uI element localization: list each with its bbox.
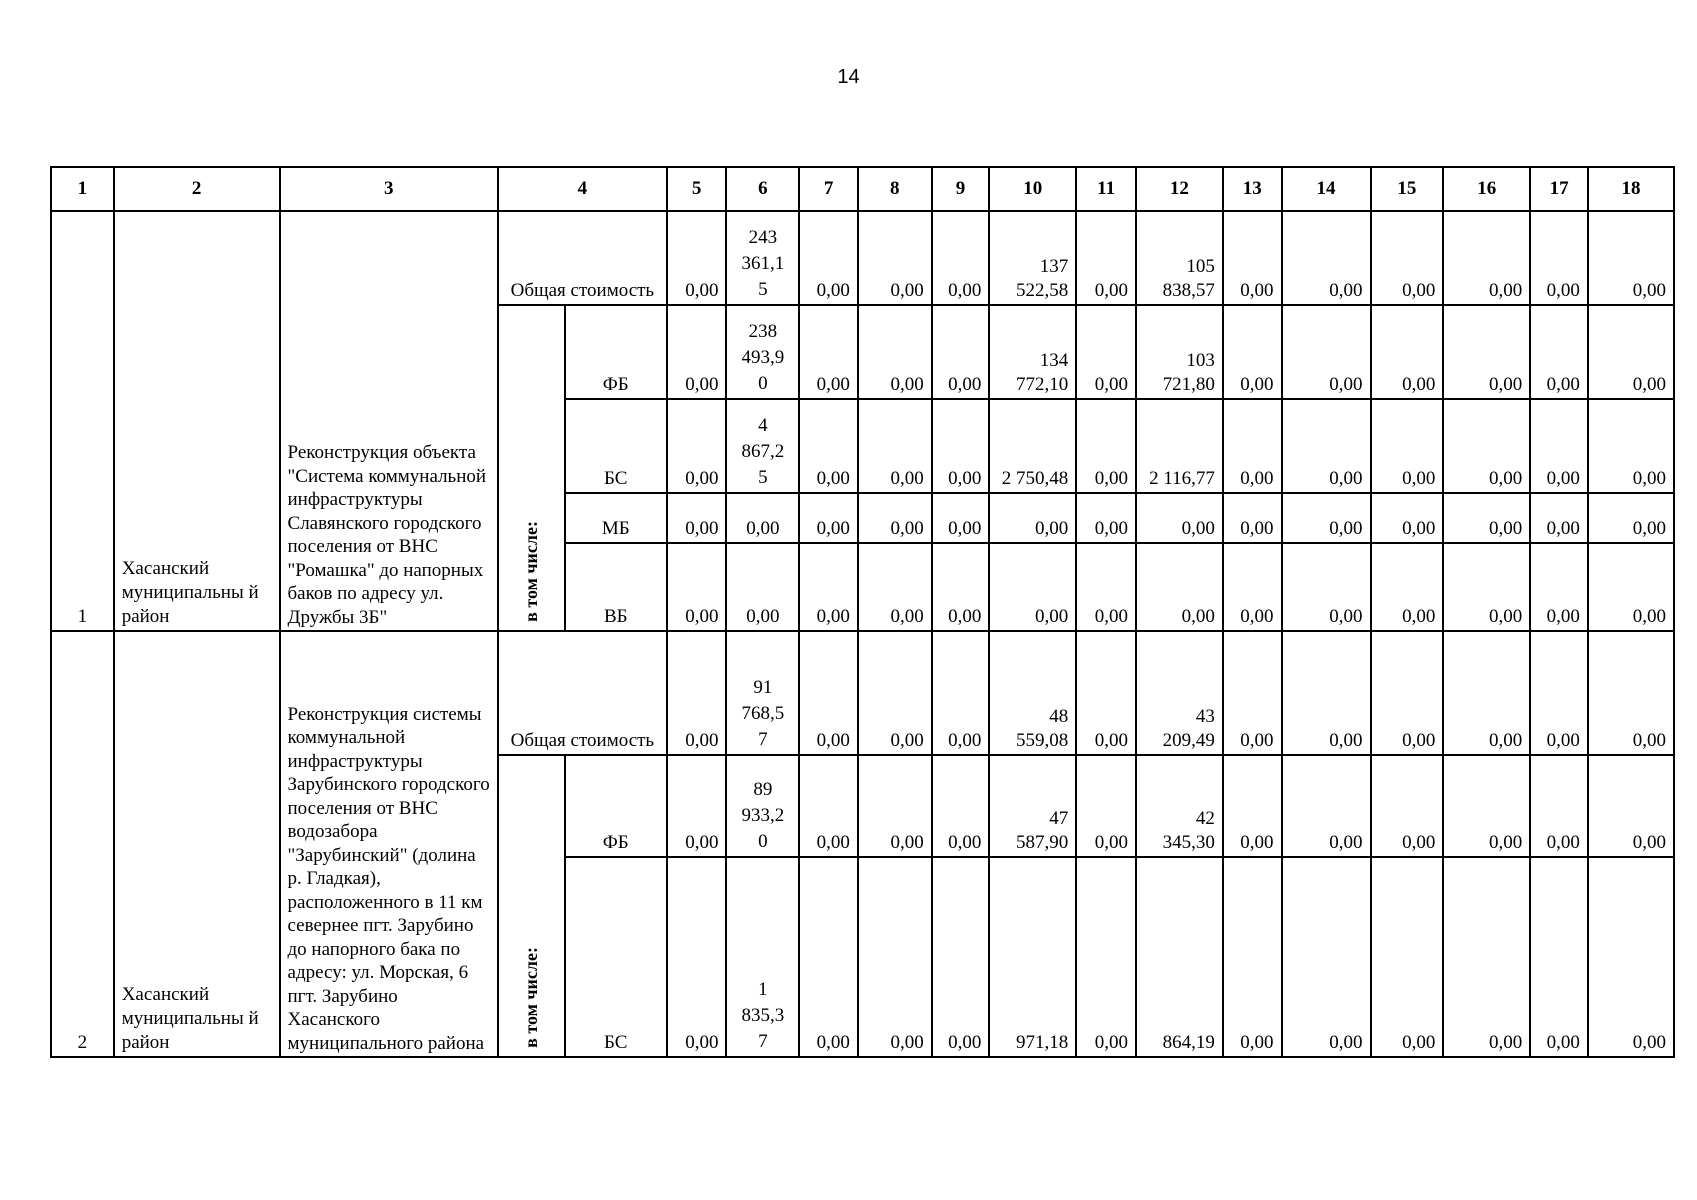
cell-col-17: 0,00 — [1530, 211, 1588, 305]
cell-col-6: 0,00 — [726, 543, 799, 631]
row-label: ФБ — [565, 755, 667, 857]
financing-table — [50, 166, 1675, 1058]
cell-col-14: 0,00 — [1282, 399, 1371, 493]
cell-col-11: 0,00 — [1076, 543, 1136, 631]
header-col-4: 4 — [498, 167, 667, 211]
project-index: 1 — [51, 211, 114, 631]
project-object: Реконструкция системы коммунальной инфраструктуры Зарубинского городского поселения от ВНС водозабора "Зарубинский" (долина р. Гладкая), расположенного в 11 км севернее пгт. Зарубино до напорного бака по адресу: ул. Морская, 6 пгт. Зарубино Хасанского муниципального района — [280, 631, 498, 1057]
cell-col-15: 0,00 — [1371, 631, 1444, 755]
row-label: БС — [565, 399, 667, 493]
cell-col-6: 0,00 — [726, 493, 799, 543]
including-label: в том числе: — [498, 755, 565, 1057]
cell-col-8: 0,00 — [858, 543, 932, 631]
cell-col-13: 0,00 — [1223, 857, 1282, 1057]
cell-col-17: 0,00 — [1530, 493, 1588, 543]
cell-col-11: 0,00 — [1076, 857, 1136, 1057]
table-row — [51, 631, 1674, 755]
header-col-7: 7 — [799, 167, 858, 211]
cell-col-5: 0,00 — [667, 755, 727, 857]
cell-col-9: 0,00 — [932, 399, 990, 493]
cell-col-7: 0,00 — [799, 211, 858, 305]
cell-col-5: 0,00 — [667, 305, 727, 399]
project-object: Реконструкция объекта "Система коммунальной инфраструктуры Славянского городского поселения от ВНС "Ромашка" до напорных баков по адресу ул. Дружбы 3Б" — [280, 211, 498, 631]
cell-col-8: 0,00 — [858, 399, 932, 493]
cell-col-16: 0,00 — [1443, 493, 1530, 543]
cell-col-12: 103 721,80 — [1136, 305, 1223, 399]
row-label: ВБ — [565, 543, 667, 631]
header-row — [51, 167, 1674, 211]
cell-col-10: 134 772,10 — [989, 305, 1076, 399]
cell-col-10: 0,00 — [989, 493, 1076, 543]
cell-col-18: 0,00 — [1588, 755, 1674, 857]
cell-col-18: 0,00 — [1588, 857, 1674, 1057]
cell-col-7: 0,00 — [799, 755, 858, 857]
cell-col-5: 0,00 — [667, 493, 727, 543]
cell-col-8: 0,00 — [858, 631, 932, 755]
cell-col-15: 0,00 — [1371, 857, 1444, 1057]
header-col-13: 13 — [1223, 167, 1282, 211]
cell-col-17: 0,00 — [1530, 631, 1588, 755]
cell-col-8: 0,00 — [858, 755, 932, 857]
cell-col-13: 0,00 — [1223, 493, 1282, 543]
cell-col-11: 0,00 — [1076, 399, 1136, 493]
cell-col-17: 0,00 — [1530, 305, 1588, 399]
cell-col-8: 0,00 — [858, 857, 932, 1057]
cell-col-9: 0,00 — [932, 493, 990, 543]
cell-col-5: 0,00 — [667, 631, 727, 755]
cell-col-10: 2 750,48 — [989, 399, 1076, 493]
cell-col-10: 0,00 — [989, 543, 1076, 631]
cell-col-8: 0,00 — [858, 211, 932, 305]
header-col-5: 5 — [667, 167, 727, 211]
cell-col-16: 0,00 — [1443, 211, 1530, 305]
cell-col-12: 864,19 — [1136, 857, 1223, 1057]
cell-col-11: 0,00 — [1076, 493, 1136, 543]
cell-col-5: 0,00 — [667, 857, 727, 1057]
header-col-18: 18 — [1588, 167, 1674, 211]
cell-col-17: 0,00 — [1530, 857, 1588, 1057]
cell-col-18: 0,00 — [1588, 543, 1674, 631]
cell-col-9: 0,00 — [932, 631, 990, 755]
cell-col-11: 0,00 — [1076, 305, 1136, 399]
cell-col-16: 0,00 — [1443, 755, 1530, 857]
cell-col-8: 0,00 — [858, 493, 932, 543]
cell-col-12: 2 116,77 — [1136, 399, 1223, 493]
cell-col-12: 0,00 — [1136, 543, 1223, 631]
header-col-16: 16 — [1443, 167, 1530, 211]
project-index: 2 — [51, 631, 114, 1057]
cell-col-9: 0,00 — [932, 211, 990, 305]
cell-col-14: 0,00 — [1282, 493, 1371, 543]
cell-col-5: 0,00 — [667, 543, 727, 631]
cell-col-10: 48 559,08 — [989, 631, 1076, 755]
cell-col-15: 0,00 — [1371, 755, 1444, 857]
cell-col-17: 0,00 — [1530, 755, 1588, 857]
cell-col-16: 0,00 — [1443, 399, 1530, 493]
cell-col-16: 0,00 — [1443, 857, 1530, 1057]
header-col-8: 8 — [858, 167, 932, 211]
project-district: Хасанский муниципальны й район — [114, 211, 280, 631]
cell-col-6: 4 867,2 5 — [726, 399, 799, 493]
cell-col-16: 0,00 — [1443, 305, 1530, 399]
cell-col-7: 0,00 — [799, 305, 858, 399]
cell-col-11: 0,00 — [1076, 755, 1136, 857]
cell-col-7: 0,00 — [799, 857, 858, 1057]
row-label: Общая стоимость — [498, 631, 667, 755]
header-col-2: 2 — [114, 167, 280, 211]
header-col-11: 11 — [1076, 167, 1136, 211]
cell-col-17: 0,00 — [1530, 399, 1588, 493]
cell-col-6: 1 835,3 7 — [726, 857, 799, 1057]
cell-col-7: 0,00 — [799, 399, 858, 493]
including-label: в том числе: — [498, 305, 565, 631]
cell-col-6: 243 361,1 5 — [726, 211, 799, 305]
cell-col-9: 0,00 — [932, 857, 990, 1057]
cell-col-13: 0,00 — [1223, 755, 1282, 857]
cell-col-14: 0,00 — [1282, 755, 1371, 857]
cell-col-15: 0,00 — [1371, 305, 1444, 399]
cell-col-12: 43 209,49 — [1136, 631, 1223, 755]
cell-col-13: 0,00 — [1223, 631, 1282, 755]
cell-col-7: 0,00 — [799, 631, 858, 755]
cell-col-6: 89 933,2 0 — [726, 755, 799, 857]
cell-col-14: 0,00 — [1282, 857, 1371, 1057]
cell-col-14: 0,00 — [1282, 305, 1371, 399]
cell-col-15: 0,00 — [1371, 399, 1444, 493]
header-col-14: 14 — [1282, 167, 1371, 211]
cell-col-13: 0,00 — [1223, 305, 1282, 399]
cell-col-18: 0,00 — [1588, 631, 1674, 755]
header-col-12: 12 — [1136, 167, 1223, 211]
header-col-9: 9 — [932, 167, 990, 211]
cell-col-14: 0,00 — [1282, 211, 1371, 305]
header-col-15: 15 — [1371, 167, 1444, 211]
cell-col-16: 0,00 — [1443, 631, 1530, 755]
cell-col-10: 137 522,58 — [989, 211, 1076, 305]
project-district: Хасанский муниципальны й район — [114, 631, 280, 1057]
cell-col-9: 0,00 — [932, 543, 990, 631]
header-col-17: 17 — [1530, 167, 1588, 211]
cell-col-15: 0,00 — [1371, 493, 1444, 543]
cell-col-14: 0,00 — [1282, 543, 1371, 631]
cell-col-13: 0,00 — [1223, 543, 1282, 631]
cell-col-6: 238 493,9 0 — [726, 305, 799, 399]
cell-col-14: 0,00 — [1282, 631, 1371, 755]
cell-col-10: 971,18 — [989, 857, 1076, 1057]
cell-col-6: 91 768,5 7 — [726, 631, 799, 755]
cell-col-18: 0,00 — [1588, 305, 1674, 399]
cell-col-10: 47 587,90 — [989, 755, 1076, 857]
header-col-3: 3 — [280, 167, 498, 211]
cell-col-18: 0,00 — [1588, 493, 1674, 543]
cell-col-5: 0,00 — [667, 399, 727, 493]
cell-col-13: 0,00 — [1223, 211, 1282, 305]
cell-col-8: 0,00 — [858, 305, 932, 399]
row-label: Общая стоимость — [498, 211, 667, 305]
cell-col-18: 0,00 — [1588, 399, 1674, 493]
cell-col-13: 0,00 — [1223, 399, 1282, 493]
cell-col-12: 0,00 — [1136, 493, 1223, 543]
cell-col-11: 0,00 — [1076, 211, 1136, 305]
cell-col-7: 0,00 — [799, 543, 858, 631]
row-label: МБ — [565, 493, 667, 543]
table-row — [51, 211, 1674, 305]
cell-col-7: 0,00 — [799, 493, 858, 543]
cell-col-12: 42 345,30 — [1136, 755, 1223, 857]
cell-col-9: 0,00 — [932, 755, 990, 857]
cell-col-11: 0,00 — [1076, 631, 1136, 755]
header-col-6: 6 — [726, 167, 799, 211]
cell-col-5: 0,00 — [667, 211, 727, 305]
cell-col-9: 0,00 — [932, 305, 990, 399]
row-label: БС — [565, 857, 667, 1057]
page-number: 14 — [837, 66, 860, 88]
cell-col-16: 0,00 — [1443, 543, 1530, 631]
row-label: ФБ — [565, 305, 667, 399]
header-col-10: 10 — [989, 167, 1076, 211]
header-col-1: 1 — [51, 167, 114, 211]
cell-col-18: 0,00 — [1588, 211, 1674, 305]
cell-col-17: 0,00 — [1530, 543, 1588, 631]
cell-col-15: 0,00 — [1371, 211, 1444, 305]
cell-col-12: 105 838,57 — [1136, 211, 1223, 305]
cell-col-15: 0,00 — [1371, 543, 1444, 631]
